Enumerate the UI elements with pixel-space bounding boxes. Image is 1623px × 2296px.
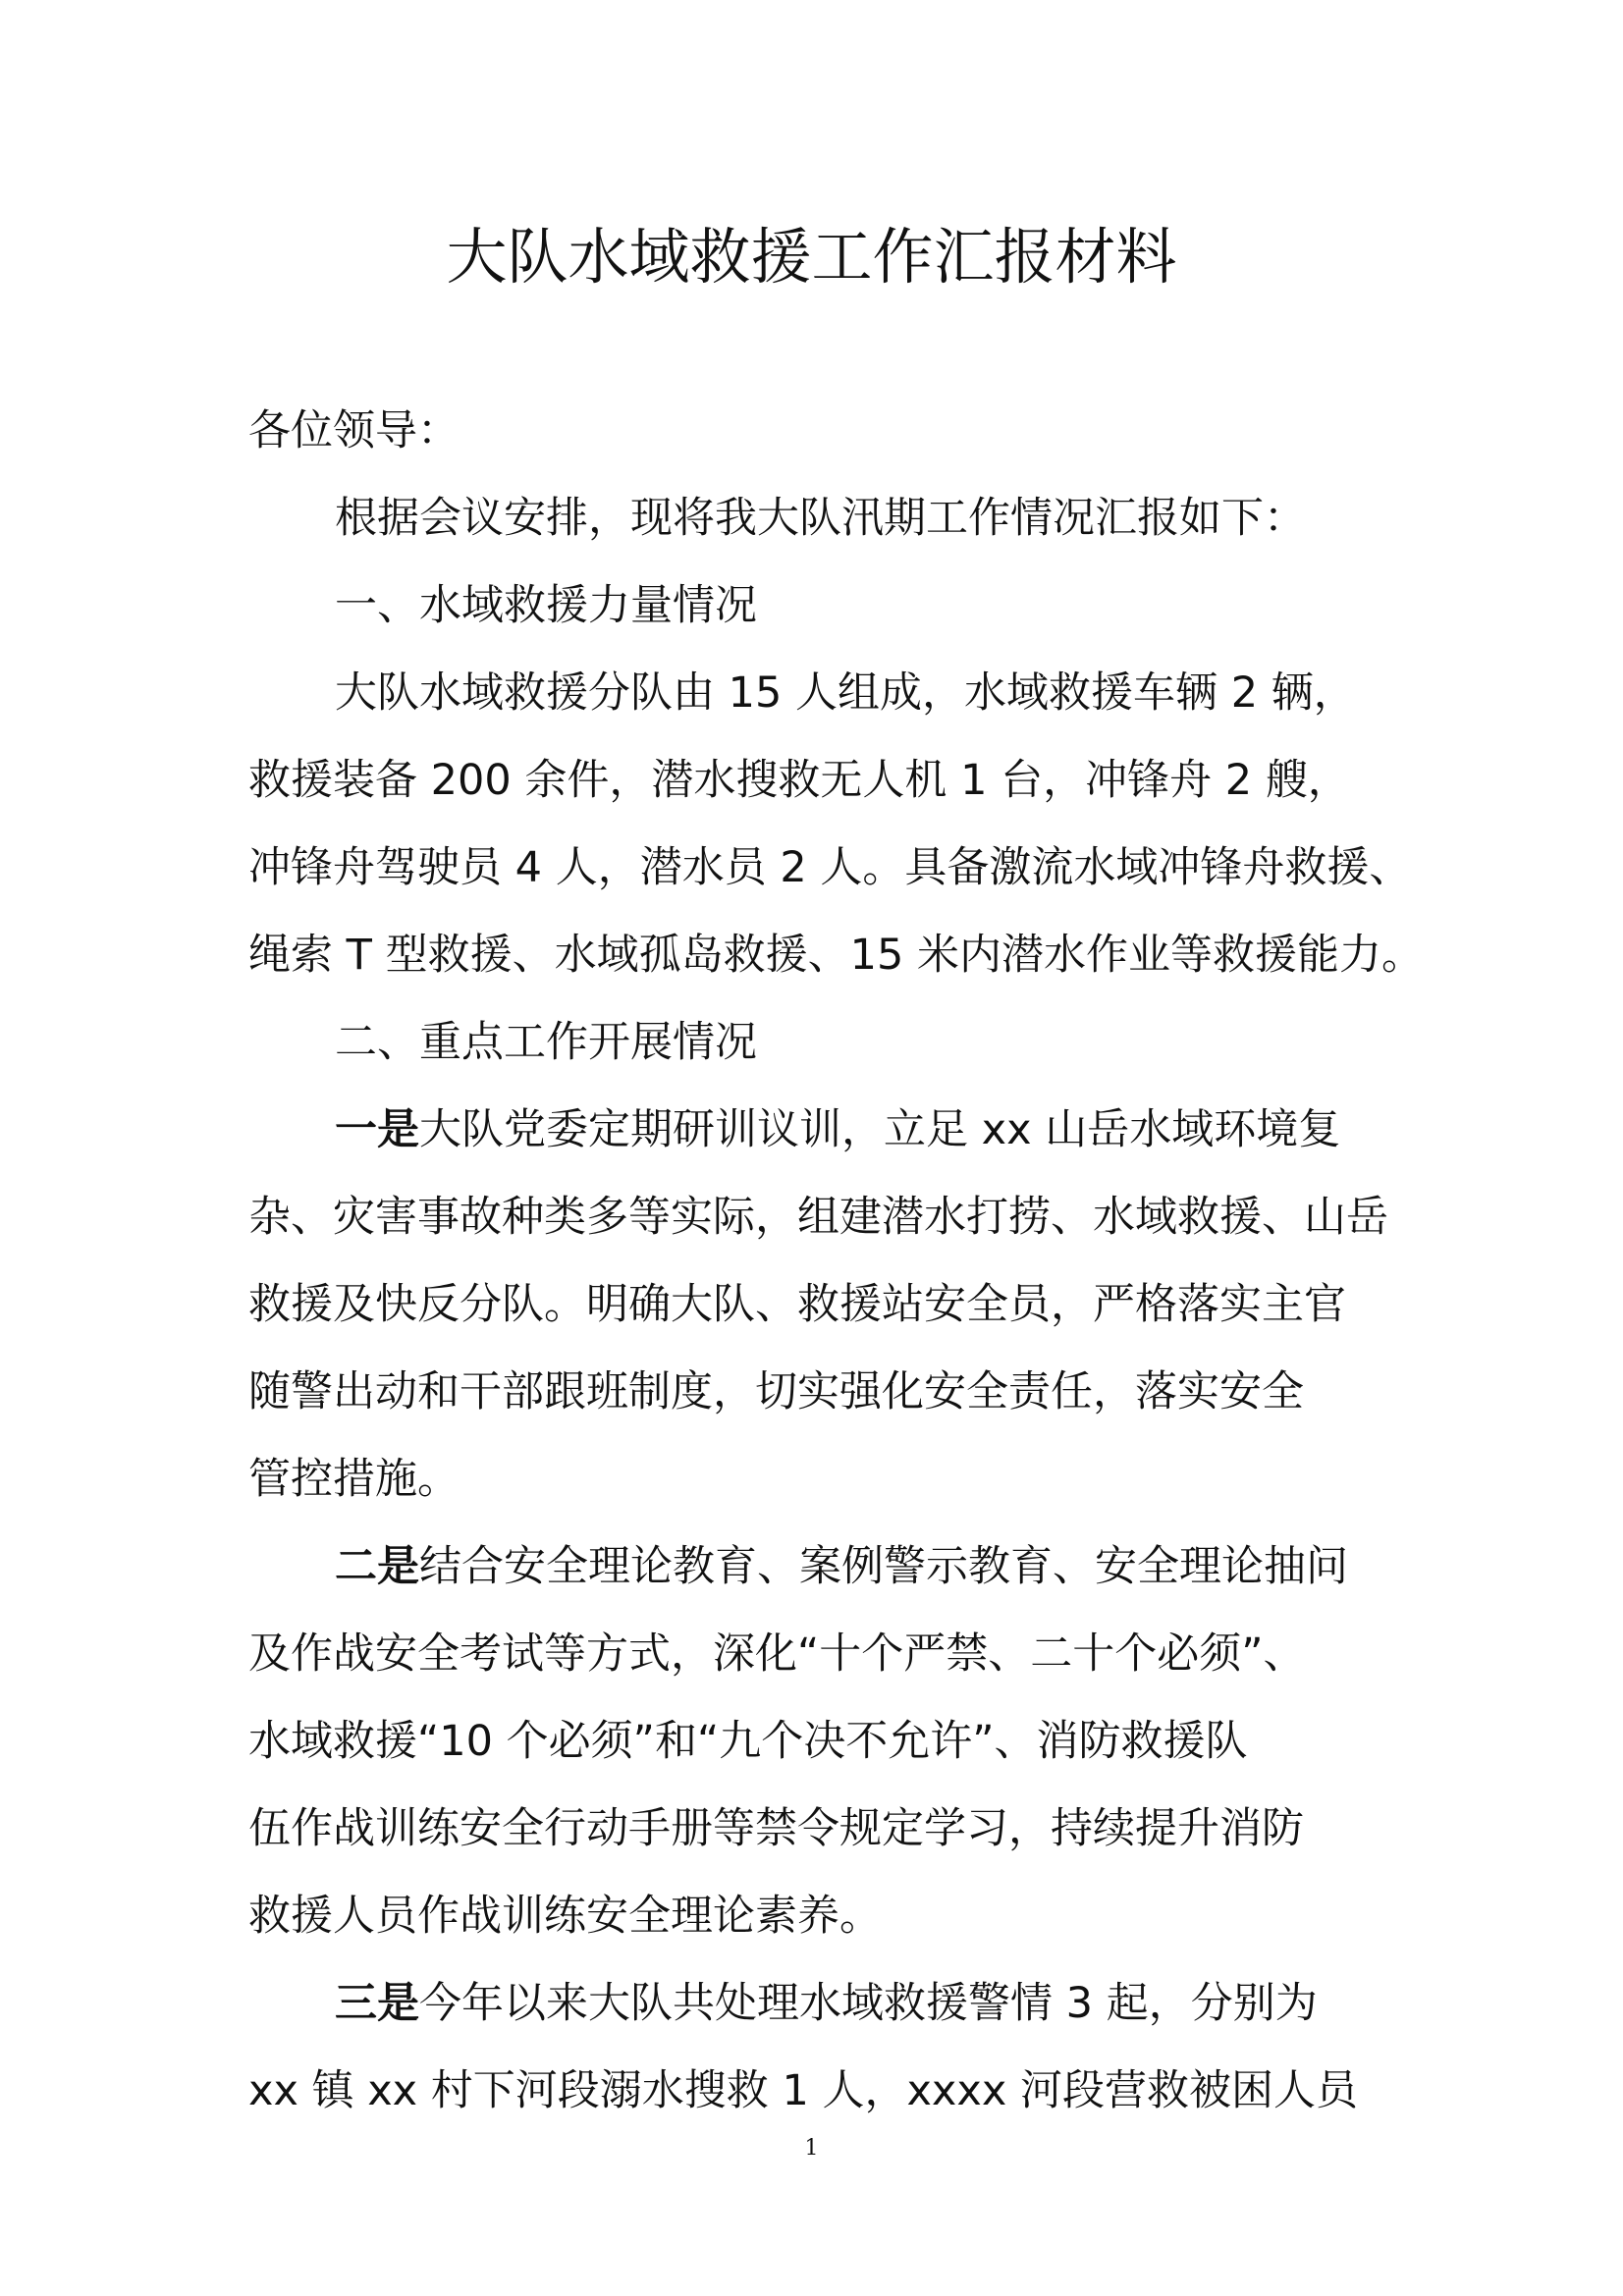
- section1-paragraph: [248, 650, 1424, 999]
- section1-line: 救援装备 200 余件，潜水搜救无人机 1 台，冲锋舟 2 艘，: [248, 756, 1350, 805]
- item1-line: 随警出动和干部跟班制度，切实强化安全责任，落实安全: [248, 1367, 1304, 1416]
- item1-first-text: 大队党委定期研训议训，立足 xx 山岳水域环境复: [419, 1105, 1341, 1154]
- item3-paragraph: [248, 1960, 1417, 2135]
- document-title: 大队水域救援工作汇报材料: [446, 221, 1177, 293]
- item2-line: 伍作战训练安全行动手册等禁令规定学习，持续提升消防: [248, 1804, 1304, 1853]
- intro-paragraph: 根据会议安排，现将我大队汛期工作情况汇报如下：: [335, 494, 1306, 543]
- item2-first-text: 结合安全理论教育、案例警示教育、安全理论抽问: [419, 1542, 1348, 1591]
- salutation: 各位领导：: [248, 406, 460, 455]
- section1-line: 绳索 T 型救援、水域孤岛救援、15 米内潜水作业等救援能力。: [248, 931, 1424, 980]
- item1-label: 一是: [335, 1105, 419, 1154]
- item1-line: 救援及快反分队。明确大队、救援站安全员，严格落实主官: [248, 1280, 1346, 1329]
- item1-line: 管控措施。: [248, 1455, 460, 1504]
- item1-line: 杂、灾害事故种类多等实际，组建潜水打捞、水域救援、山岳: [248, 1193, 1388, 1242]
- section2-heading: 二、重点工作开展情况: [335, 1018, 757, 1067]
- document-body: [248, 388, 1424, 2135]
- item2-label: 二是: [335, 1542, 419, 1591]
- item3-first-text: 今年以来大队共处理水域救援警情 3 起，分别为: [419, 1979, 1318, 2028]
- item2-line: 及作战安全考试等方式，深化“十个严禁、二十个必须”、: [248, 1629, 1306, 1679]
- item3-line: xx 镇 xx 村下河段溺水搜救 1 人，xxxx 河段营救被困人员: [248, 2066, 1358, 2115]
- item3-first-line: [248, 1960, 1417, 2048]
- section1-line: 冲锋舟驾驶员 4 人，潜水员 2 人。具备激流水域冲锋舟救援、: [248, 843, 1412, 892]
- item3-label: 三是: [335, 1979, 419, 2028]
- item1-paragraph: [248, 1087, 1417, 1523]
- section1-line: 大队水域救援分队由 15 人组成，水域救援车辆 2 辆，: [335, 668, 1356, 718]
- page-number: 1: [804, 2136, 819, 2161]
- section1-heading: 一、水域救援力量情况: [335, 581, 757, 630]
- item2-first-line: [248, 1523, 1417, 1611]
- item2-line: 水域救援“10 个必须”和“九个决不允许”、消防救援队: [248, 1717, 1248, 1766]
- item1-first-line: [248, 1087, 1417, 1174]
- item2-line: 救援人员作战训练安全理论素养。: [248, 1892, 882, 1941]
- item2-paragraph: [248, 1523, 1417, 1960]
